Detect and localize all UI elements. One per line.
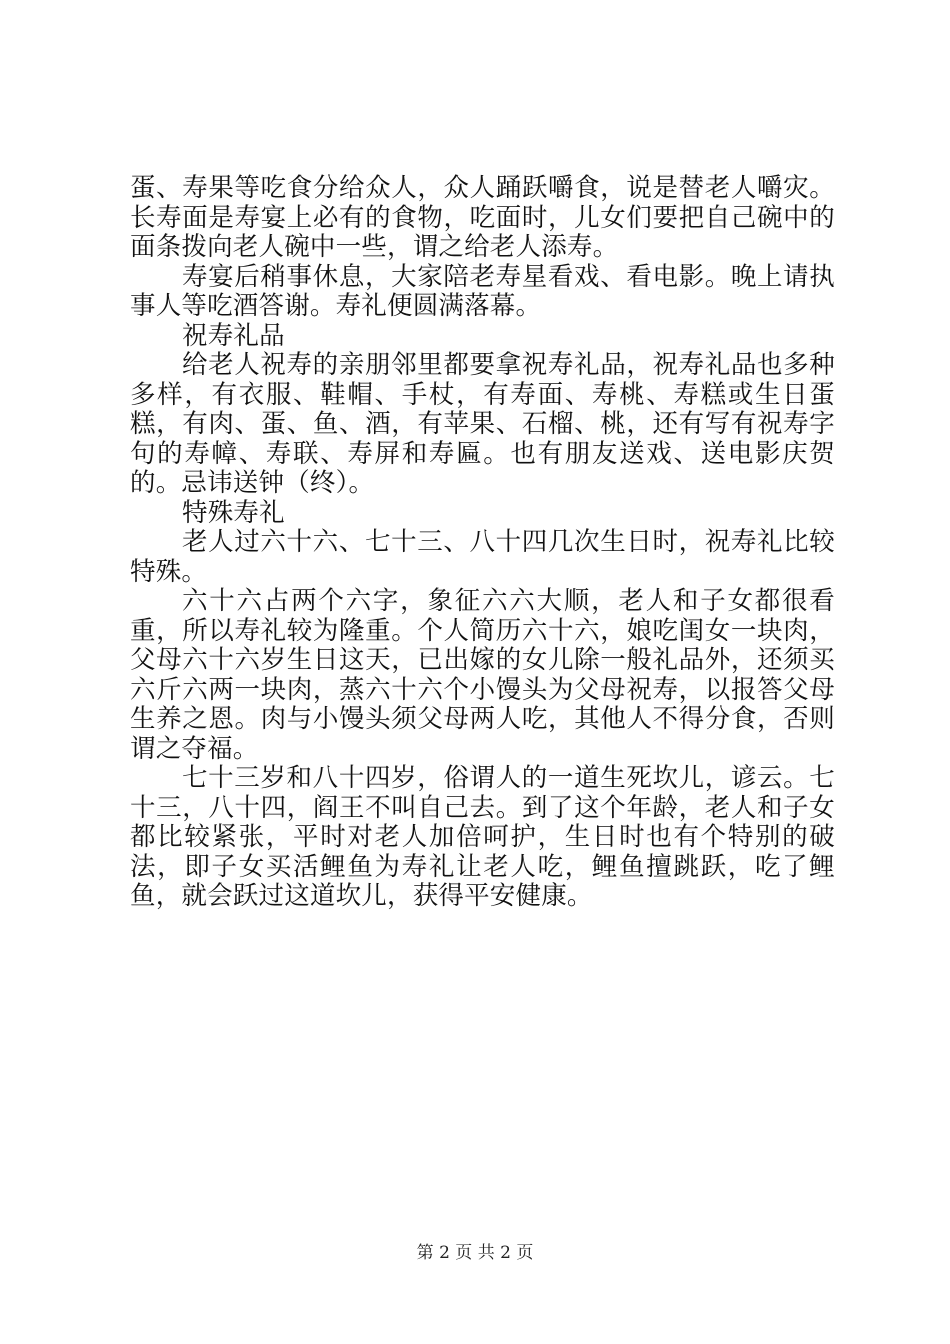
document-body	[130, 174, 835, 912]
paragraph-continuation: 蛋、寿果等吃食分给众人，众人踊跃嚼食，说是替老人嚼灾。长寿面是寿宴上必有的食物，吃面时，儿女们要把自己碗中的面条拨向老人碗中一些，谓之给老人添寿。	[130, 173, 835, 262]
paragraph-special-intro: 老人过六十六、七十三、八十四几次生日时，祝寿礼比较特殊。	[130, 527, 835, 587]
paragraph-sixty-six: 六十六占两个六字，象征六六大顺，老人和子女都很看重，所以寿礼较为隆重。个人简历六十六，娘吃闺女一块肉，父母六十六岁生日这天，已出嫁的女儿除一般礼品外，还须买六斤六两一块肉，蒸六十六个小馒头为父母祝寿，以报答父母生养之恩。肉与小馒头须父母两人吃，其他人不得分食，否则谓之夺福。	[130, 586, 835, 764]
paragraph-gifts: 给老人祝寿的亲朋邻里都要拿祝寿礼品，祝寿礼品也多种多样，有衣服、鞋帽、手杖，有寿面、寿桃、寿糕或生日蛋糕，有肉、蛋、鱼、酒，有苹果、石榴、桃，还有写有祝寿字句的寿幛、寿联、寿屏和寿匾。也有朋友送戏、送电影庆贺的。忌讳送钟（终）。	[130, 350, 835, 498]
section-heading-gifts: 祝寿礼品	[182, 320, 285, 351]
section-heading-special: 特殊寿礼	[182, 497, 285, 528]
paragraph-seventy-three-eighty-four: 七十三岁和八十四岁，俗谓人的一道生死坎儿，谚云。七十三，八十四，阎王不叫自己去。到了这个年龄，老人和子女都比较紧张，平时对老人加倍呵护，生日时也有个特别的破法，即子女买活鲤鱼为寿礼让老人吃，鲤鱼擅跳跃，吃了鲤鱼，就会跃过这道坎儿，获得平安健康。	[130, 763, 835, 911]
page-footer: 第 2 页 共 2 页	[416, 1243, 534, 1263]
paragraph-banquet-ending: 寿宴后稍事休息，大家陪老寿星看戏、看电影。晚上请执事人等吃酒答谢。寿礼便圆满落幕。	[130, 261, 835, 321]
